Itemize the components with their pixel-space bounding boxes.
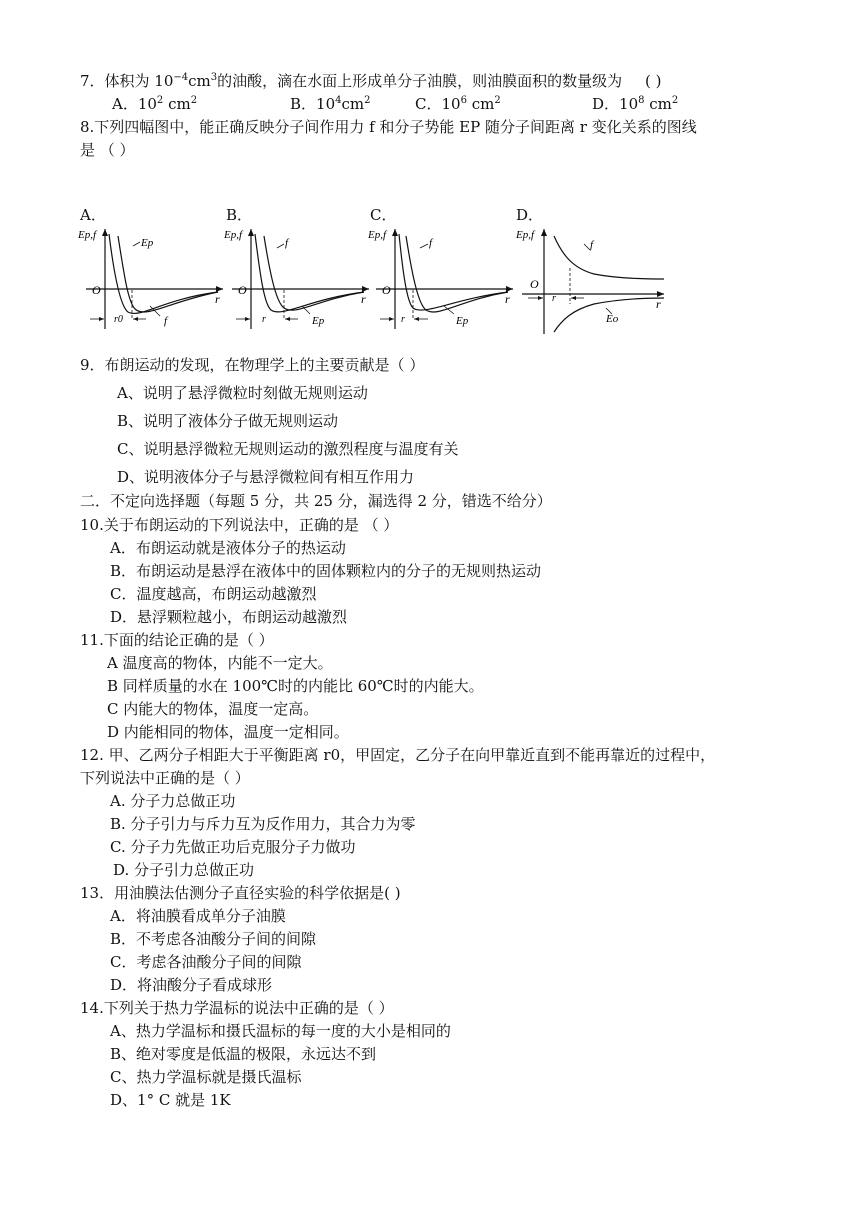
q7-stem: 7．体积为 $10^{-4}cm^3$的油酸，滴在水面上形成单分子油膜，则油膜面积的数量级为 ( ) xyxy=(80,72,662,90)
q8-stem-line2: 是 （ ） xyxy=(80,141,135,159)
graph-a-axis-x: r xyxy=(215,292,220,306)
q14-option-a: A、热力学温标和摄氏温标的每一度的大小是相同的 xyxy=(110,1022,451,1040)
q13-option-c: C．考虑各油酸分子间的间隙 xyxy=(110,953,302,971)
graph-b-origin: O xyxy=(238,283,247,297)
graph-b-label: B． xyxy=(226,206,253,224)
q13-option-d: D．将油酸分子看成球形 xyxy=(110,976,273,994)
q9-option-c: C、说明悬浮微粒无规则运动的激烈程度与温度有关 xyxy=(117,440,459,458)
graph-b-curve-1: f xyxy=(285,237,289,249)
section-2-heading: 二．不定向选择题（每题 5 分，共 25 分，漏选得 2 分，错选不给分） xyxy=(80,492,552,510)
graph-d-origin: O xyxy=(530,277,539,291)
q12-option-c: C. 分子力先做正功后克服分子力做功 xyxy=(110,838,356,856)
graph-d xyxy=(514,224,669,336)
graph-b-axis-x: r xyxy=(361,292,366,306)
q11-option-b: B 同样质量的水在 100℃时的内能比 60℃时的内能大。 xyxy=(107,677,484,695)
q11-option-a: A 温度高的物体，内能不一定大。 xyxy=(107,654,333,672)
q14-option-d: D、1° C 就是 1K xyxy=(110,1091,231,1109)
graph-a-curve-1: Ep xyxy=(141,237,154,249)
q14-stem: 14.下列关于热力学温标的说法中正确的是（ ） xyxy=(80,999,394,1017)
q10-option-c: C．温度越高，布朗运动越激烈 xyxy=(110,585,317,603)
graph-a-mark: r0 xyxy=(114,314,123,325)
q9-option-d: D、说明液体分子与悬浮微粒间有相互作用力 xyxy=(117,468,415,486)
q12-stem-line1: 12. 甲、乙两分子相距大于平衡距离 r0，甲固定，乙分子在向甲靠近直到不能再靠近的过程中， xyxy=(80,746,716,764)
q9-stem: 9．布朗运动的发现，在物理学上的主要贡献是（ ） xyxy=(80,356,425,374)
graph-c-axis-y: Ep,f xyxy=(368,229,387,241)
graph-c-axis-x: r xyxy=(505,292,510,306)
q12-option-b: B. 分子引力与斥力互为反作用力，其合力为零 xyxy=(110,815,416,833)
graph-b xyxy=(224,224,374,334)
graph-b-mark: r xyxy=(262,314,266,325)
q12-stem-line2: 下列说法中正确的是（ ） xyxy=(80,769,250,787)
graph-b-axis-y: Ep,f xyxy=(224,229,243,241)
q14-option-b: B、绝对零度是低温的极限，永远达不到 xyxy=(110,1045,377,1063)
q11-option-d: D 内能相同的物体，温度一定相同。 xyxy=(107,723,349,741)
graph-d-axis-y: Ep,f xyxy=(516,229,535,241)
graph-c-mark: r xyxy=(401,314,405,325)
q12-option-a: A. 分子力总做正功 xyxy=(110,792,236,810)
graph-a-origin: O xyxy=(92,283,101,297)
q10-option-a: A．布朗运动就是液体分子的热运动 xyxy=(110,539,346,557)
q9-option-a: A、说明了悬浮微粒时刻做无规则运动 xyxy=(117,384,368,402)
q14-option-c: C、热力学温标就是摄氏温标 xyxy=(110,1068,302,1086)
graph-c-curve-1: f xyxy=(429,237,433,249)
graph-b-curve-2: Ep xyxy=(312,315,325,327)
graph-c-label: C． xyxy=(370,206,397,224)
graph-c-curve-2: Ep xyxy=(456,315,469,327)
q10-option-d: D．悬浮颗粒越小，布朗运动越激烈 xyxy=(110,608,348,626)
q13-stem: 13．用油膜法估测分子直径实验的科学依据是( ) xyxy=(80,884,401,902)
graph-a xyxy=(78,224,228,334)
q13-option-b: B．不考虑各油酸分子间的间隙 xyxy=(110,930,317,948)
graph-d-curve-1: f xyxy=(590,239,594,251)
graph-d-label: D． xyxy=(516,206,544,224)
graph-c-origin: O xyxy=(382,283,391,297)
q7-answer-paren: ( ) xyxy=(644,72,662,90)
q13-option-a: A．将油膜看成单分子油膜 xyxy=(110,907,286,925)
q9-option-b: B、说明了液体分子做无规则运动 xyxy=(117,412,339,430)
q11-stem: 11.下面的结论正确的是（ ） xyxy=(80,631,274,649)
q7-option-c: C．$10^6$ $cm^2$ xyxy=(415,95,501,113)
graph-a-label: A． xyxy=(80,206,106,224)
graph-c xyxy=(368,224,518,334)
graph-a-curve-2: f xyxy=(164,315,168,327)
graph-d-axis-x: r xyxy=(656,297,661,311)
q7-option-a: A．$10^2$ $cm^2$ xyxy=(112,95,198,113)
q8-stem-line1: 8.下列四幅图中，能正确反映分子间作用力 f 和分子势能 EP 随分子间距离 r 变化关系的图线 xyxy=(80,118,697,136)
graph-d-mark: r xyxy=(552,293,556,304)
q10-stem: 10.关于布朗运动的下列说法中，正确的是 （ ） xyxy=(80,516,399,534)
q11-option-c: C 内能大的物体，温度一定高。 xyxy=(107,700,319,718)
q12-option-d: D. 分子引力总做正功 xyxy=(113,861,255,879)
graph-d-curve-2: Eo xyxy=(606,313,619,325)
q7-option-b: B．$10^4cm^2$ xyxy=(290,95,371,113)
q10-option-b: B．布朗运动是悬浮在液体中的固体颗粒内的分子的无规则热运动 xyxy=(110,562,542,580)
q7-option-d: D．$10^8$ $cm^2$ xyxy=(592,95,679,113)
graph-a-axis-y: Ep,f xyxy=(78,229,97,241)
